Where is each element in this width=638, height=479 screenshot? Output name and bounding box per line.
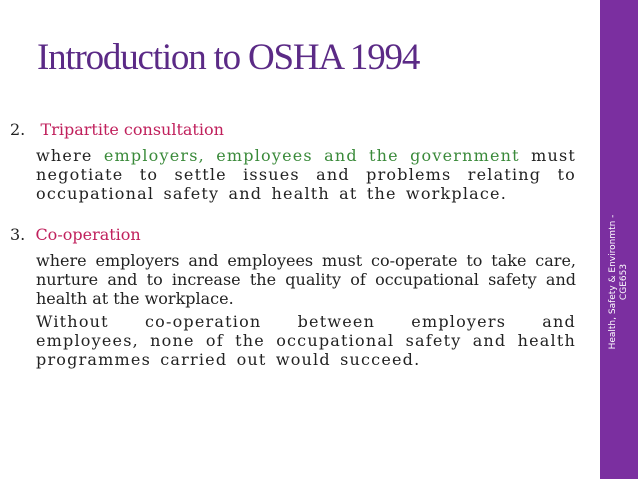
item-heading-label: Tripartite consultation — [40, 120, 224, 139]
item-heading — [10, 225, 580, 245]
para-lead: where — [36, 146, 104, 165]
slide-body — [10, 120, 580, 369]
item-paragraph — [36, 146, 576, 203]
item-paragraph: Without co-operation between employers and employees, none of the occupational safety and health programmes carried out would succeed. — [36, 312, 576, 369]
para-rest: must negotiate to settle issues and problems relating to occupational safety and health at the workplace. — [36, 146, 577, 203]
slide-title: Introduction to OSHA 1994 — [37, 37, 420, 78]
side-bar — [600, 0, 638, 479]
para-highlight: employers, employees and the government — [103, 146, 520, 165]
side-label-line1: Health, Safety & Environmtn - — [608, 214, 618, 350]
side-label-line2: CGE653 — [619, 263, 629, 301]
item-heading-label: Co-operation — [35, 225, 141, 244]
item-paragraph: where employers and employees must co-operate to take care, nurture and to increase the quality of occupational safety and health at the workplace. — [36, 251, 576, 308]
item-heading — [10, 120, 580, 140]
item-number: 2. — [10, 120, 26, 139]
side-label — [608, 212, 630, 352]
item-number: 3. — [10, 225, 26, 244]
